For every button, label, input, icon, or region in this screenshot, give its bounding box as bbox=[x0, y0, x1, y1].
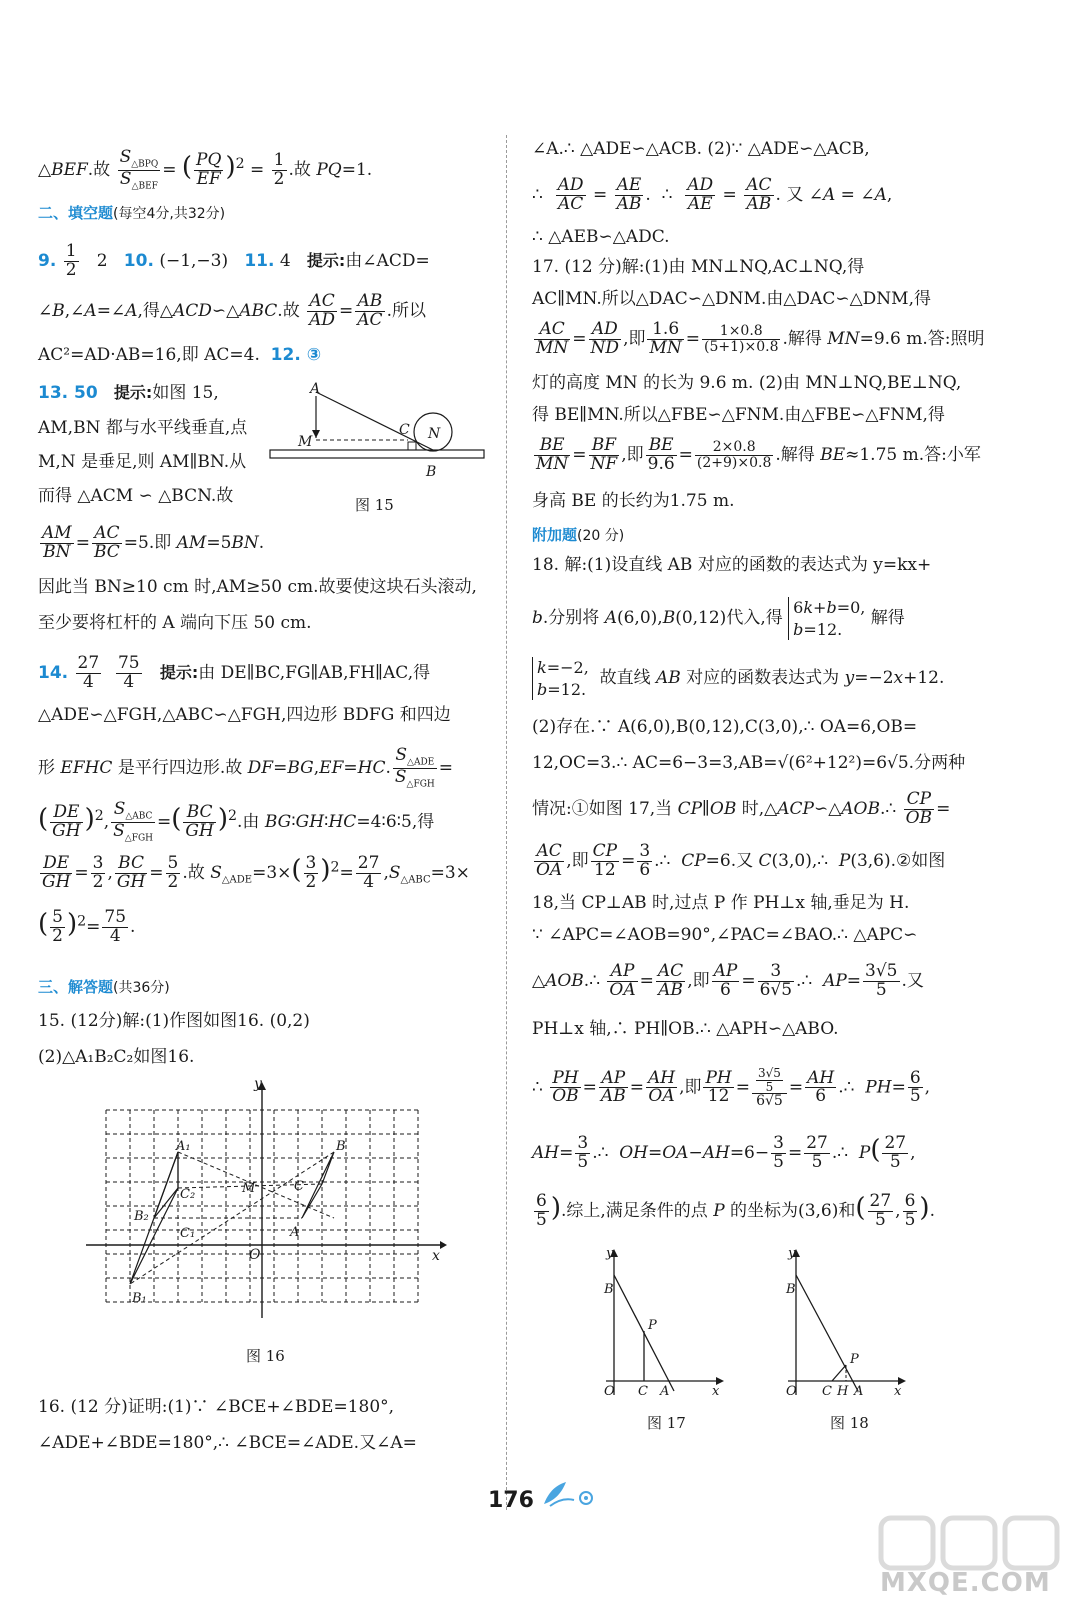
q17-text-a: 17. (12 分)解:(1)由 MN⊥NQ,AC⊥NQ,得 bbox=[532, 257, 865, 277]
svg-text:y: y bbox=[788, 1246, 796, 1261]
section-answer bbox=[38, 977, 488, 997]
figure-18 bbox=[782, 1245, 912, 1400]
q16-text-a bbox=[38, 1397, 488, 1417]
svg-text:C: C bbox=[822, 1384, 832, 1399]
q15-a: 15. (12分)解:(1)作图如图16. (0,2) bbox=[38, 1011, 310, 1031]
svg-text:A₁: A₁ bbox=[176, 1139, 191, 1154]
svg-text:B₂: B₂ bbox=[134, 1209, 149, 1224]
svg-text:C: C bbox=[294, 1179, 304, 1194]
q14-text-b: △ADE∽△FGH,△ABC∽△FGH,四边形 BDFG 和四边 bbox=[38, 705, 451, 725]
svg-text:N: N bbox=[428, 426, 441, 442]
q18-text-c: k=−2, b=12. 故直线 AB 对应的函数表达式为 y=−2x+12. bbox=[532, 657, 977, 700]
svg-text:O: O bbox=[786, 1384, 797, 1399]
svg-text:A: A bbox=[310, 381, 321, 397]
q14-text-d: ( $\frac{DE}{GH}$ )$^2$, $\frac{S_{\triangle ABC}}{S_{\triangle FGH}}$ =( $\frac{BC}{GH}$ )$^2$.由 BG∶GH∶HC=4∶6∶5,得 bbox=[38, 799, 435, 844]
svg-text:B: B bbox=[604, 1282, 614, 1297]
figure-17-caption: 图 17 bbox=[647, 1414, 686, 1432]
q17-text-e: 得 BE∥MN.所以△FBE∽△FNM.由△FBE∽△FNM,得 bbox=[532, 405, 945, 425]
section-note: (共36分) bbox=[113, 980, 170, 996]
svg-text:A: A bbox=[660, 1384, 670, 1399]
figure-15 bbox=[268, 380, 490, 480]
svg-text:B: B bbox=[336, 1139, 346, 1154]
q13-text-c: M,N 是垂足,则 AM∥BN.从 bbox=[38, 452, 247, 472]
q18-text-g: $\frac{AC}{OA}$ ,即 $\frac{CP}{12}$ = $\frac{3}{6}$ .∴ CP=6.又 C(3,0),∴ P(3,6).②如图 bbox=[536, 841, 946, 880]
q18-text-a: 18. 解:(1)设直线 AB 对应的函数的表达式为 y=kx+ bbox=[532, 555, 932, 575]
r-line-2: ∴ $\frac{AD}{AC}$ = $\frac{AE}{AB}$ . ∴ $\frac{AD}{AE}$ = $\frac{AC}{AB}$ . 又 ∠A = ∠A, bbox=[532, 175, 893, 214]
q18-text-l: ∴ $\frac{PH}{OB}$ = $\frac{AP}{AB}$ = $\frac{AH}{OA}$ ,即 $\frac{PH}{12}$ = $\frac{\frac{3√5}{5}}{6√5}$ = $\frac{AH}{6}$ .∴ PH= $\frac{6}{5}$ , bbox=[532, 1066, 931, 1110]
svg-text:y: y bbox=[254, 1080, 262, 1092]
r-line-3: ∴ △AEB∽△ADC. bbox=[532, 227, 670, 247]
section-title: 附加题 bbox=[532, 526, 578, 544]
q18-text-b: b.分别将 A(6,0),B(0,12)代入,得 6k+b=0, b=12. 解得 bbox=[532, 598, 905, 639]
svg-text:y: y bbox=[606, 1246, 614, 1261]
q17-a bbox=[532, 257, 977, 277]
page-number: 176 bbox=[488, 1488, 534, 1513]
q18-text-i: ∵ ∠APC=∠AOB=90°,∠PAC=∠BAO.∴ △APC∽ bbox=[532, 925, 918, 945]
q13-text-b: AM,BN 都与水平线垂直,点 bbox=[38, 418, 248, 438]
q13-answer: 13. 50 bbox=[38, 383, 98, 403]
leaf-ornament-icon bbox=[540, 1478, 600, 1510]
svg-text:A: A bbox=[290, 1225, 300, 1240]
q11-text-a: 由∠ACD= bbox=[345, 250, 430, 271]
q17-text-d: 灯的高度 MN 的长为 9.6 m. (2)由 MN⊥NQ,BE⊥NQ, bbox=[532, 373, 962, 393]
q12-answer: 12. ③ bbox=[270, 345, 322, 365]
section-title: 三、解答题 bbox=[38, 978, 114, 996]
q17-text-b: AC∥MN.所以△DAC∽△DNM.由△DAC∽△DNM,得 bbox=[532, 289, 931, 309]
q18-text-k: PH⊥x 轴,∴ PH∥OB.∴ △APH∽△ABO. bbox=[532, 1019, 839, 1039]
svg-text:B: B bbox=[426, 464, 437, 480]
extra-section bbox=[532, 525, 977, 545]
line-q11-c bbox=[38, 345, 488, 365]
hint-label: 提示: bbox=[306, 250, 346, 270]
section-note: (每空4分,共32分) bbox=[113, 206, 226, 222]
q18-text-e: 12,OC=3.∴ AC=6−3=3,AB=√(6²+12²)=6√5.分两种 bbox=[532, 753, 966, 773]
svg-text:A: A bbox=[854, 1384, 864, 1399]
svg-text:P: P bbox=[850, 1352, 859, 1367]
q18-text-m: AH= $\frac{3}{5}$ .∴ OH=OA−AH=6− $\frac{3}{5}$ = $\frac{27}{5}$ .∴ P( $\frac{27}{5}$ , bbox=[532, 1133, 916, 1172]
line-bef: △BEF.故 $\frac{S_{\triangle BPQ}}{S_{\triangle BEF}}$ = ( $\frac{PQ}{EF}$ )$^2$ = $\frac{1}{2}$ .故 PQ=1. bbox=[38, 147, 373, 192]
q18-text-n: $\frac{6}{5}$ ).综上,满足条件的点 P 的坐标为(3,6)和( $\frac{27}{5}$ , $\frac{6}{5}$ ). bbox=[536, 1191, 935, 1230]
q13-text-f: 因此当 BN≥10 cm 时,AM≥50 cm.故要使这块石头滚动, bbox=[38, 577, 477, 597]
figure-18-caption: 图 18 bbox=[830, 1414, 869, 1432]
q16-text-b: ∠ADE+∠BDE=180°,∴ ∠BCE=∠ADE.又∠A= bbox=[38, 1433, 417, 1453]
hint-label: 提示: bbox=[159, 662, 199, 682]
q14-text-c: 形 EFHC 是平行四边形.故 DF=BG,EF=HC. $\frac{S_{\triangle ADE}}{S_{\triangle FGH}}$ = bbox=[38, 745, 453, 790]
watermark-text: MXQE.COM bbox=[880, 1568, 1051, 1598]
svg-text:x: x bbox=[712, 1384, 720, 1399]
figure-16 bbox=[82, 1080, 447, 1320]
svg-text:C: C bbox=[399, 422, 410, 438]
line-q11-b: ∠B,∠A=∠A,得△ACD∽△ABC.故 $\frac{AC}{AD}$ = $\frac{AB}{AC}$ .所以 bbox=[38, 291, 426, 330]
column-divider bbox=[506, 135, 507, 1510]
line-q14: 14. $\frac{27}{4}$ $\frac{75}{4}$ 提示:由 DE∥BC,FG∥AB,FH∥AC,得 bbox=[38, 653, 431, 692]
q18-text-f: 情况:①如图 17,当 CP∥OB 时,△ACP∽△AOB.∴ $\frac{CP}{OB}$ = bbox=[532, 789, 951, 828]
svg-text:O: O bbox=[249, 1247, 261, 1263]
svg-text:P: P bbox=[648, 1318, 657, 1333]
q18-a bbox=[532, 555, 977, 575]
section-fill-in bbox=[38, 203, 488, 223]
svg-text:M: M bbox=[298, 434, 313, 450]
q14-text-e: $\frac{DE}{GH}$ = $\frac{3}{2}$ , $\frac{BC}{GH}$ = $\frac{5}{2}$ .故 $S_{\triangle ADE}=3\times$( $\frac{3}{2}$ )$^2$= $\frac{27}{4}$ $,S_{\triangle ABC}=3\times$ bbox=[42, 853, 470, 892]
q13-text-g: 至少要将杠杆的 A 端向下压 50 cm. bbox=[38, 613, 312, 633]
q17-text-g: 身高 BE 的长约为1.75 m. bbox=[532, 491, 735, 511]
q16-a: 16. (12 分)证明:(1)∵ ∠BCE+∠BDE=180°, bbox=[38, 1397, 395, 1417]
section-note: (20 分) bbox=[577, 528, 625, 544]
q17-text-f: $\frac{BE}{MN}$ = $\frac{BF}{NF}$ ,即 $\frac{BE}{9.6}$ = $\frac{2\times 0.8}{(2+9)\times 0.8}$ .解得 BE≈1.75 m.答:小军 bbox=[536, 435, 981, 474]
q18-text-j: △AOB.∴ $\frac{AP}{OA}$ = $\frac{AC}{AB}$ ,即 $\frac{AP}{6}$ = $\frac{3}{6√5}$ .∴ AP= $\frac{3√5}{5}$ .又 bbox=[532, 961, 924, 1000]
svg-text:C₂: C₂ bbox=[180, 1187, 196, 1202]
svg-text:O: O bbox=[604, 1384, 615, 1399]
figure-15-caption: 图 15 bbox=[355, 496, 394, 514]
figure-17 bbox=[600, 1245, 730, 1400]
q13-text-e: $\frac{AM}{BN}$ = $\frac{AC}{BC}$ =5.即 AM=5BN. bbox=[42, 523, 265, 562]
line-q9-q12: 9. $\frac{1}{2}$ 2 10. (−1,−3) 11. 4 提示:由∠ACD= bbox=[38, 241, 430, 280]
q17-text-c: $\frac{AC}{MN}$ = $\frac{AD}{ND}$ ,即 $\frac{1.6}{MN}$ = $\frac{1\times 0.8}{(5+1)\times 0.8}$ .解得 MN=9.6 m.答:照明 bbox=[536, 319, 985, 358]
svg-text:B₁: B₁ bbox=[132, 1291, 147, 1306]
q13-text-a: 如图 15, bbox=[152, 383, 219, 403]
svg-text:C₁: C₁ bbox=[180, 1226, 196, 1241]
q15-text-b: (2)△A₁B₂C₂如图16. bbox=[38, 1047, 195, 1067]
svg-text:B: B bbox=[786, 1282, 796, 1297]
svg-text:H: H bbox=[837, 1384, 849, 1399]
svg-text:x: x bbox=[432, 1248, 440, 1264]
svg-text:x: x bbox=[894, 1384, 902, 1399]
figure-16-caption: 图 16 bbox=[246, 1347, 285, 1365]
q14-text-a: 由 DE∥BC,FG∥AB,FH∥AC,得 bbox=[198, 662, 431, 683]
q13-text-d: 而得 △ACM ∽ △BCN.故 bbox=[38, 486, 234, 506]
q18-text-d: (2)存在.∵ A(6,0),B(0,12),C(3,0),∴ OA=6,OB= bbox=[532, 717, 918, 737]
hint-label: 提示: bbox=[113, 383, 153, 402]
section-title: 二、填空题 bbox=[38, 204, 114, 222]
q15-text-a bbox=[38, 1011, 488, 1031]
q18-text-h: 18,当 CP⊥AB 时,过点 P 作 PH⊥x 轴,垂足为 H. bbox=[532, 893, 910, 913]
q14-text-f: ( $\frac{5}{2}$ )$^2$= $\frac{75}{4}$ . bbox=[38, 907, 136, 946]
q11-text-c: AC²=AD·AB=16,即 AC=4. bbox=[38, 345, 260, 365]
svg-text:M: M bbox=[242, 1181, 256, 1196]
r-line-1: ∠A.∴ △ADE∽△ACB. (2)∵ △ADE∽△ACB, bbox=[532, 139, 870, 159]
svg-text:C: C bbox=[638, 1384, 648, 1399]
